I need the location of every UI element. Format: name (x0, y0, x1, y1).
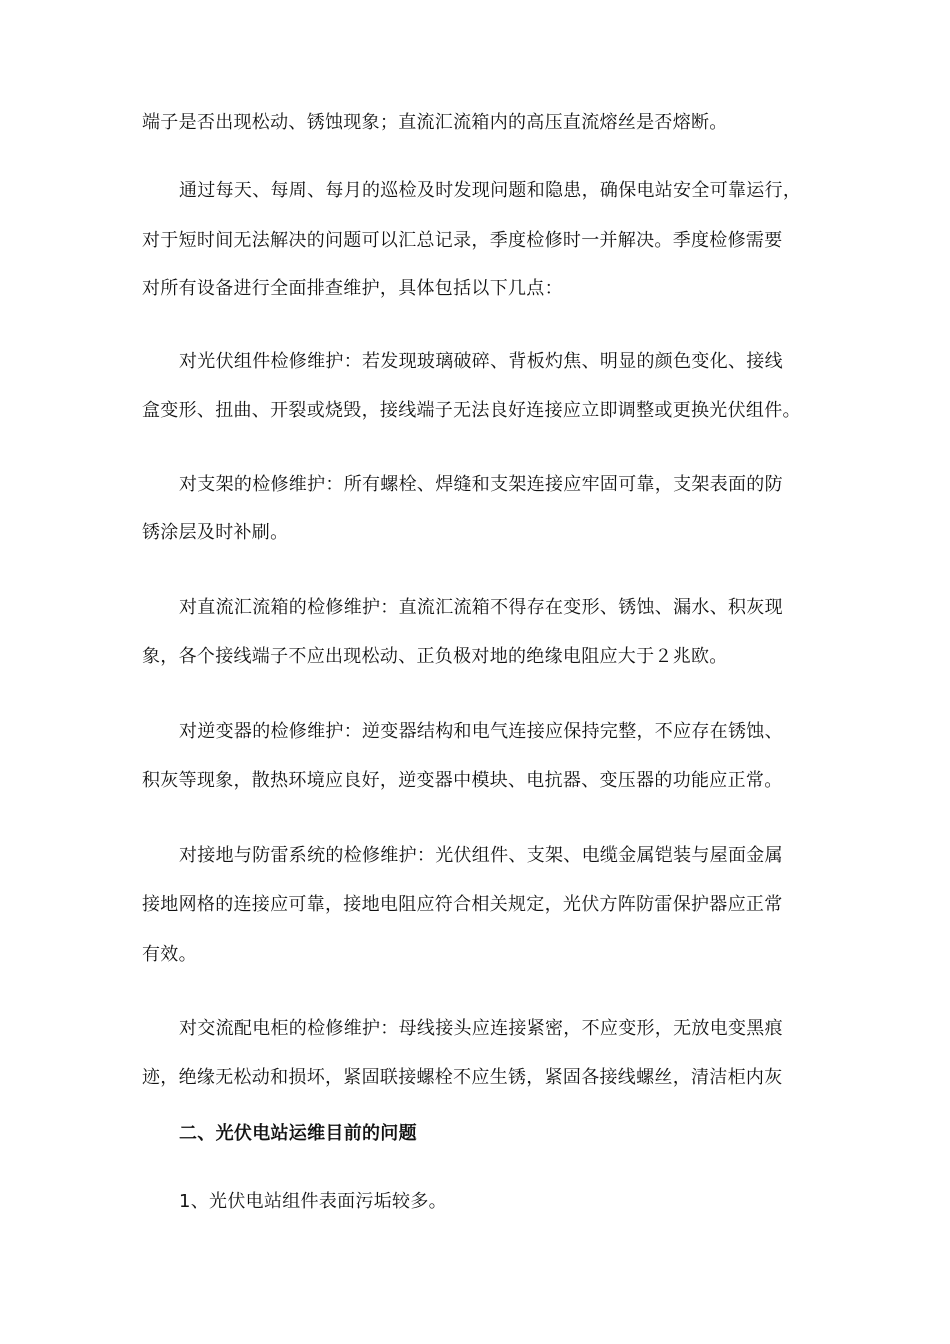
paragraph-line: 对光伏组件检修维护：若发现玻璃破碎、背板灼焦、明显的颜色变化、接线 (179, 351, 783, 372)
paragraph-line: 对逆变器的检修维护：逆变器结构和电气连接应保持完整，不应存在锈蚀、 (179, 721, 783, 742)
paragraph-line: 对于短时间无法解决的问题可以汇总记录，季度检修时一并解决。季度检修需要 (142, 230, 783, 251)
paragraph-line: 对交流配电柜的检修维护：母线接头应连接紧密，不应变形，无放电变黑痕 (179, 1018, 783, 1039)
paragraph-line: 锈涂层及时补刷。 (142, 522, 289, 543)
section-heading: 二、光伏电站运维目前的问题 (179, 1123, 417, 1144)
paragraph-line: 对支架的检修维护：所有螺栓、焊缝和支架连接应牢固可靠，支架表面的防 (179, 474, 783, 495)
paragraph-line: 象，各个接线端子不应出现松动、正负极对地的绝缘电阻应大于２兆欧。 (142, 646, 728, 667)
paragraph-line: 有效。 (142, 944, 197, 965)
paragraph-line: 接地网格的连接应可靠，接地电阻应符合相关规定，光伏方阵防雷保护器应正常 (142, 894, 783, 915)
list-item: 1、光伏电站组件表面污垢较多。 (179, 1191, 447, 1212)
paragraph-line: 端子是否出现松动、锈蚀现象；直流汇流箱内的高压直流熔丝是否熔断。 (142, 112, 728, 133)
paragraph-line: 对所有设备进行全面排查维护，具体包括以下几点： (142, 278, 563, 299)
paragraph-line: 积灰等现象，散热环境应良好，逆变器中模块、电抗器、变压器的功能应正常。 (142, 770, 783, 791)
paragraph-line: 盒变形、扭曲、开裂或烧毁，接线端子无法良好连接应立即调整或更换光伏组件。 (142, 400, 801, 421)
paragraph-line: 对直流汇流箱的检修维护：直流汇流箱不得存在变形、锈蚀、漏水、积灰现 (179, 597, 783, 618)
paragraph-line: 迹，绝缘无松动和损坏，紧固联接螺栓不应生锈，紧固各接线螺丝，清洁柜内灰 (142, 1067, 783, 1088)
paragraph-line: 通过每天、每周、每月的巡检及时发现问题和隐患，确保电站安全可靠运行， (179, 180, 802, 201)
paragraph-line: 对接地与防雷系统的检修维护：光伏组件、支架、电缆金属铠装与屋面金属 (179, 845, 783, 866)
